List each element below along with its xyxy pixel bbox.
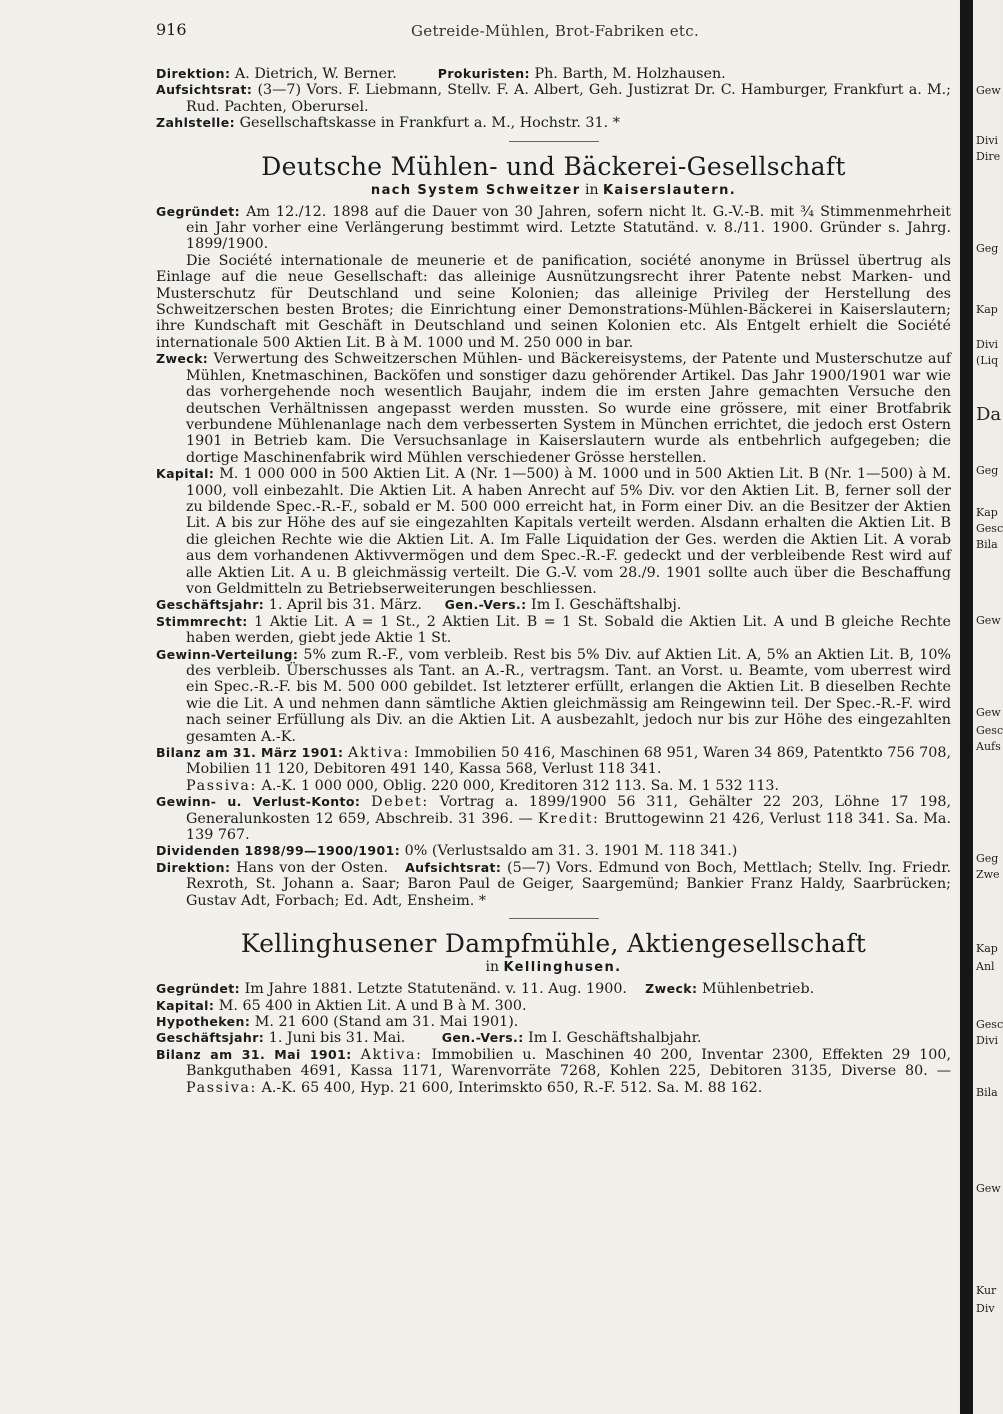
margin-fragment: Div [976, 1302, 995, 1315]
margin-fragment: (Liq [976, 354, 999, 367]
entry-label: Bilanz am 31. Mai 1901: [156, 1046, 352, 1062]
aktiva-label: Aktiva: [348, 745, 410, 762]
entry-label: Dividenden 1898/99—1900/1901: [156, 843, 401, 859]
margin-fragment: Zwe [976, 868, 1000, 881]
subtitle-system: nach System Schweitzer [370, 182, 581, 198]
page-number: 916 [156, 20, 187, 39]
entry-text: (5—7) Vors. Edmund von Boch, Mettlach; Stellv. Ing. Friedr. Rexroth, St. Johann a. Saar; Baron Paul de Geiger, Saargemünd; Bankier Franz Haldy, Saarbrücken; Gustav Adt, Forbach; Ed. Adt, Ensheim. * [186, 859, 952, 909]
stimmrecht-entry [156, 614, 951, 647]
subtitle-in: in [584, 181, 599, 198]
margin-fragment: Bila [976, 1086, 998, 1099]
hypotheken-entry [156, 1014, 951, 1030]
passiva-label: Passiva: [186, 777, 257, 794]
gegruendet-entry [156, 981, 951, 997]
margin-fragment: Dire [976, 150, 1001, 163]
entry-label: Gegründet: [156, 981, 241, 997]
prev-aufsichtsrat-entry [156, 82, 951, 115]
margin-fragment: Divi [976, 338, 999, 351]
dividenden-entry [156, 843, 951, 859]
margin-fragment: Aufs [976, 740, 1001, 753]
aktiva-label: Aktiva: [360, 1046, 423, 1063]
margin-fragment: Geg [976, 464, 999, 477]
debet-label: Debet: [371, 794, 429, 811]
margin-fragment: Geg [976, 852, 999, 865]
margin-fragment: Gew [976, 706, 1001, 719]
entry-text: Am 12./12. 1898 auf die Dauer von 30 Jahren, sofern nicht lt. G.-V.-B. mit ¾ Stimmenmehrheit ein Jahr vorher eine Verlängerung bestimmt wird. Letzte Statutänd. v. 8./11. 1900. Gründer s. Jahrg. 1899/1900. [186, 203, 952, 253]
margin-fragment: Gesc [976, 522, 1003, 535]
kredit-label: Kredit: [537, 810, 600, 827]
entry-label: Kapital: [156, 997, 215, 1013]
company-title: Deutsche Mühlen- und Bäckerei-Gesellschaft [261, 151, 846, 181]
entry-text: M. 1 000 000 in 500 Aktien Lit. A (Nr. 1—500) à M. 1000 und in 500 Aktien Lit. B (Nr. 1—500) à M. 1000, voll einbezahlt. Die Aktien Lit. A haben Anrecht auf 5% Div. vor den Aktien Lit. B, ferner soll der zu bildende Spec.-R.-F., sobald er M. 500 000 erreicht hat, in Form einer Div. an die Besitzer der Aktien Lit. A bis zur Höhe des auf sie eingezahlten Kapitals verteilt werden. Alsdann erhalten die Aktien Lit. B die gleichen Rechte wie die Aktien Lit. A. Im Falle Liquidation der Ges. werden die Aktien Lit. A vorab aus dem vorhandenen Aktivvermögen und dem Spec.-R.-F. gedeckt und der verbleibende Rest wird auf alle Aktien Lit. A u. B gleichmässig verteilt. Die G.-V. vom 28./9. 1901 sollte auch über die Beschaffung von Geldmitteln zu Betriebserweiterungen beschliessen. [186, 466, 952, 597]
entry-text: Im Jahre 1881. Letzte Statutenänd. v. 11. Aug. 1900. [244, 981, 627, 998]
entry-label: Aufsichtsrat: [405, 859, 502, 875]
margin-fragment: Da [976, 404, 1002, 425]
page-content [156, 66, 951, 1096]
entry-label: Gewinn- u. Verlust-Konto: [156, 794, 361, 810]
entry-label: Zweck: [156, 351, 209, 367]
entry-text: Immobilien u. Maschinen 40 200, Inventar 2300, Effekten 29 100, Bankguthaben 4691, Kassa 1171, Warenvorräte 7268, Kohlen 225, Debitoren 3135, Diverse 80. — [186, 1046, 951, 1080]
zweck-entry [156, 351, 951, 466]
entry-label: Bilanz am 31. März 1901: [156, 745, 344, 761]
margin-fragment: Gew [976, 84, 1001, 97]
margin-fragment: Gew [976, 1182, 1001, 1195]
entry-text: (3—7) Vors. F. Liebmann, Stellv. F. A. Albert, Geh. Justizrat Dr. C. Hamburger, Frankfurt a. M.; Rud. Pachten, Oberursel. [186, 82, 952, 115]
geschaeftsjahr-entry [156, 1030, 951, 1046]
entry-text: 1. April bis 31. März. [268, 597, 422, 614]
entry-text: A.-K. 65 400, Hyp. 21 600, Interimskto 650, R.-F. 512. Sa. M. 88 162. [261, 1079, 763, 1096]
prev-zahlstelle-entry [156, 115, 951, 131]
company-subtitle [156, 959, 951, 976]
entry-text: Bruttogewinn 21 426, Verlust 118 341. Sa. Ma. 139 767. [186, 810, 951, 844]
entry-label: Kapital: [156, 466, 215, 482]
bilanz-entry [156, 745, 951, 778]
prev-direktion-entry [156, 66, 951, 82]
passiva-label: Passiva: [186, 1079, 257, 1096]
binding-shadow [960, 0, 973, 1414]
entry-text: Ph. Barth, M. Holzhausen. [534, 66, 726, 82]
margin-fragment: Geg [976, 242, 999, 255]
entry-label: Gen.-Vers.: [441, 1030, 524, 1046]
entry-text: Im I. Geschäftshalbj. [531, 597, 682, 614]
entry-text: M. 65 400 in Aktien Lit. A und B à M. 300. [218, 997, 527, 1014]
gewinn-verteilung-entry [156, 647, 951, 745]
entry-label: Geschäftsjahr: [156, 597, 265, 613]
entry-text: 5% zum R.-F., vom verbleib. Rest bis 5% Div. auf Aktien Lit. A, 5% an Aktien Lit. B, 10% des verbleib. Überschusses als Tant. an A.-R., vertragsm. Tant. an Vorst. u. Beamte, vom uberrest wird ein Spec.-R.-F. bis M. 500 000 gebildet. Ist letzterer erfüllt, erlangen die Aktien Lit. B dieselben Rechte wie die Lit. A und nehmen dann sämtliche Aktien gleichmässig am Reingewinn teil. Der Spec.-R.-F. wird nach seiner Erfüllung als Div. an die Aktien Lit. A ausbezahlt, jedoch nur bis zur Höhe des eingezahlten gesamten A.-K. [186, 646, 952, 745]
bilanz-passiva-entry [156, 778, 951, 794]
entry-label: Gen.-Vers.: [444, 597, 527, 613]
kapital-entry [156, 466, 951, 597]
entry-text: Gesellschaftskasse in Frankfurt a. M., Hochstr. 31. * [239, 115, 620, 132]
margin-fragment: Gesc [976, 724, 1003, 737]
margin-fragment: Kap [976, 303, 998, 316]
guv-entry [156, 794, 951, 843]
margin-fragment: Bila [976, 538, 998, 551]
margin-fragment: Kap [976, 942, 998, 955]
entry-label: Hypotheken: [156, 1013, 251, 1029]
entry-label: Gegründet: [156, 203, 241, 219]
entry-label: Direktion: [156, 859, 231, 875]
entry-label: Gewinn-Verteilung: [156, 646, 299, 662]
entry-label: Prokuristen: [437, 66, 530, 81]
margin-fragment: Gesc [976, 1018, 1003, 1031]
margin-fragment: Kap [976, 506, 998, 519]
societe-paragraph: Die Société internationale de meunerie et de panification, société anonyme in Brüssel übertrug als Einlage auf die neue Gesellschaft: das alleinige Ausnützungsrecht ihrer Patente nebst Marken- und Musterschutz für Deutschland und seine Kolonien; das alleinige Privileg der Herstellung des Schweitzerschen besten Brotes; die Einrichtung einer Demonstrations-Mühlen-Bäckerei in Kaiserslautern; ihre Kundschaft mit Geschäft in Deutschland und seinen Kolonien etc. Als Entgelt erhielt die Société internationale 500 Aktien Lit. B à M. 1000 und M. 250 000 in bar. [156, 252, 951, 351]
section-divider [509, 141, 599, 142]
entry-text: Im I. Geschäftshalbjahr. [528, 1030, 702, 1047]
gegruendet-entry [156, 204, 951, 253]
entry-text: 1 Aktie Lit. A = 1 St., 2 Aktien Lit. B = 1 St. Sobald die Aktien Lit. A und B gleiche Rechte haben werden, giebt jede Aktie 1 St. [186, 613, 952, 647]
entry-label: Aufsichtsrat: [156, 82, 253, 98]
subtitle-city: Kaiserslautern. [602, 182, 737, 198]
margin-fragment: Gew [976, 614, 1001, 627]
company-title: Kellinghusener Dampfmühle, Aktiengesellschaft [240, 929, 867, 959]
entry-text: Vortrag a. 1899/1900 56 311, Gehälter 22 203, Löhne 17 198, Generalunkosten 12 659, Abschreib. 31 396. — [186, 794, 951, 827]
margin-fragment: Kur [976, 1284, 997, 1297]
subtitle-city: Kellinghusen. [503, 960, 622, 976]
entry-text: Hans von der Osten. [236, 859, 389, 876]
margin-fragment: Divi [976, 134, 999, 147]
entry-label: Direktion: [156, 66, 231, 81]
page-header [156, 20, 946, 42]
geschaeftsjahr-entry [156, 597, 951, 613]
margin-fragment: Divi [976, 1034, 999, 1047]
kapital-entry [156, 998, 951, 1014]
entry-label: Geschäftsjahr: [156, 1030, 265, 1046]
direktion-entry [156, 860, 951, 909]
entry-label: Zahlstelle: [156, 115, 236, 131]
section-divider [509, 918, 599, 919]
entry-text: Immobilien 50 416, Maschinen 68 951, Waren 34 869, Patentkto 756 708, Mobilien 11 120, Debitoren 491 140, Kassa 568, Verlust 118 341. [186, 745, 952, 778]
entry-label: Zweck: [645, 981, 698, 997]
entry-text: Verwertung des Schweitzerschen Mühlen- und Bäckereisystems, der Patente und Musterschutze auf Mühlen, Knetmaschinen, Backöfen und sonstiger dazu gehörender Artikel. Das Jahr 1900/1901 war wie das vorhergehende noch wesentlich Baujahr, indem die im ersten Jahre gemachten Versuche den deutschen Verhältnissen angepasst werden mussten. So wurde eine grössere, mit einer Brotfabrik verbundene Mühlenanlage nach dem verbesserten System in München errichtet, die jedoch erst Ostern 1901 in Betrieb kam. Die Versuchsanlage in Kaiserslautern wurde als entbehrlich aufgegeben; die dortige Maschinenfabrik wird Mühlen verschiedener Grösse herstellen. [186, 351, 952, 466]
company-subtitle [156, 182, 951, 199]
running-title: Getreide-Mühlen, Brot-Fabriken etc. [411, 22, 700, 40]
entry-text: M. 21 600 (Stand am 31. Mai 1901). [254, 1013, 519, 1030]
entry-text: A. Dietrich, W. Berner. [234, 66, 397, 82]
margin-fragment: Anl [976, 960, 995, 973]
entry-text: Mühlenbetrieb. [701, 981, 815, 998]
subtitle-in: in [485, 959, 499, 976]
bilanz-entry [156, 1047, 951, 1096]
entry-text: A.-K. 1 000 000, Oblig. 220 000, Kreditoren 312 113. Sa. M. 1 532 113. [261, 777, 780, 794]
entry-label: Stimmrecht: [156, 613, 248, 629]
entry-text: 0% (Verlustsaldo am 31. 3. 1901 M. 118 341.) [404, 843, 738, 860]
entry-text: 1. Juni bis 31. Mai. [268, 1030, 406, 1047]
